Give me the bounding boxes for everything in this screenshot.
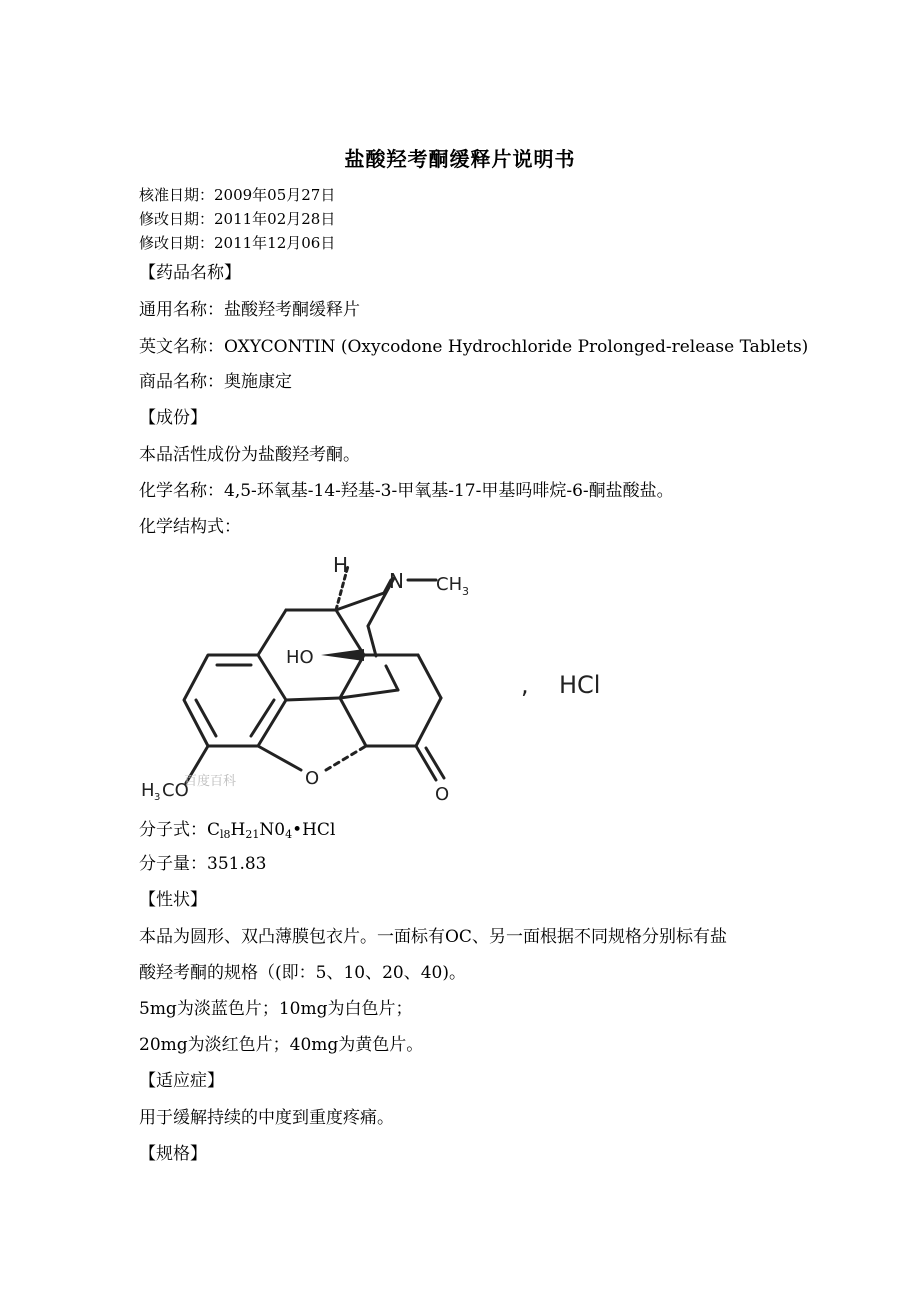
trade-name: 商品名称：奥施康定 bbox=[139, 372, 292, 392]
salt-hcl: HCl bbox=[559, 671, 601, 699]
molecular-formula: 分子式：$C_{l8}H_{21}N0_4•HCl$ bbox=[139, 820, 336, 841]
aromatic-ring bbox=[184, 655, 286, 746]
chemical-name: 化学名称：4,5-环氧基-14-羟基-3-甲氧基-17-甲基吗啡烷-6-酮盐酸盐。 bbox=[139, 481, 674, 501]
english-name: 英文名称：OXYCONTIN (Oxycodone Hydrochloride Prolonged-release Tablets) bbox=[139, 337, 809, 357]
atom-h: H bbox=[333, 553, 349, 577]
revision-date-1: 修改日期：2011年02月28日 bbox=[139, 210, 336, 228]
atom-ho: HO bbox=[286, 647, 314, 668]
atom-h3co-sub: 3 bbox=[154, 792, 161, 803]
document-title: 盐酸羟考酮缓释片说明书 bbox=[344, 147, 576, 171]
atom-n: N bbox=[389, 569, 404, 593]
heading-indications: 【适应症】 bbox=[139, 1071, 224, 1091]
heading-composition: 【成份】 bbox=[139, 408, 207, 428]
description-line-1: 本品为圆形、双凸薄膜包衣片。一面标有OC、另一面根据不同规格分别标有盐 bbox=[139, 927, 727, 947]
watermark-text: 百度百科 bbox=[184, 774, 237, 789]
approval-date: 核准日期：2009年05月27日 bbox=[139, 186, 336, 204]
heading-description: 【性状】 bbox=[139, 890, 207, 910]
indications-text: 用于缓解持续的中度到重度疼痛。 bbox=[139, 1108, 394, 1128]
chemical-structure bbox=[136, 548, 636, 808]
molecular-weight: 分子量：351.83 bbox=[139, 854, 267, 874]
generic-name: 通用名称：盐酸羟考酮缓释片 bbox=[139, 300, 360, 320]
heading-specification: 【规格】 bbox=[139, 1144, 207, 1164]
oxycodone-structure-diagram bbox=[136, 548, 636, 808]
atom-h3co-h: H bbox=[141, 780, 155, 801]
description-line-3: 5mg为淡蓝色片；10mg为白色片； bbox=[139, 999, 413, 1019]
atom-ch-sub: 3 bbox=[462, 585, 469, 598]
atom-o-ring: O bbox=[305, 768, 320, 789]
atom-h3co-co: CO bbox=[162, 780, 189, 801]
revision-date-2: 修改日期：2011年12月06日 bbox=[139, 234, 336, 252]
heading-drug-name: 【药品名称】 bbox=[139, 263, 241, 283]
description-line-4: 20mg为淡红色片；40mg为黄色片。 bbox=[139, 1035, 424, 1055]
atom-o-ketone: O bbox=[435, 784, 450, 805]
atom-dot: , bbox=[521, 671, 529, 699]
active-ingredient: 本品活性成份为盐酸羟考酮。 bbox=[139, 445, 360, 465]
description-line-2: 酸羟考酮的规格（(即：5、10、20、40)。 bbox=[139, 963, 466, 983]
atom-ch: CH bbox=[436, 574, 463, 595]
structure-label: 化学结构式： bbox=[139, 517, 241, 537]
